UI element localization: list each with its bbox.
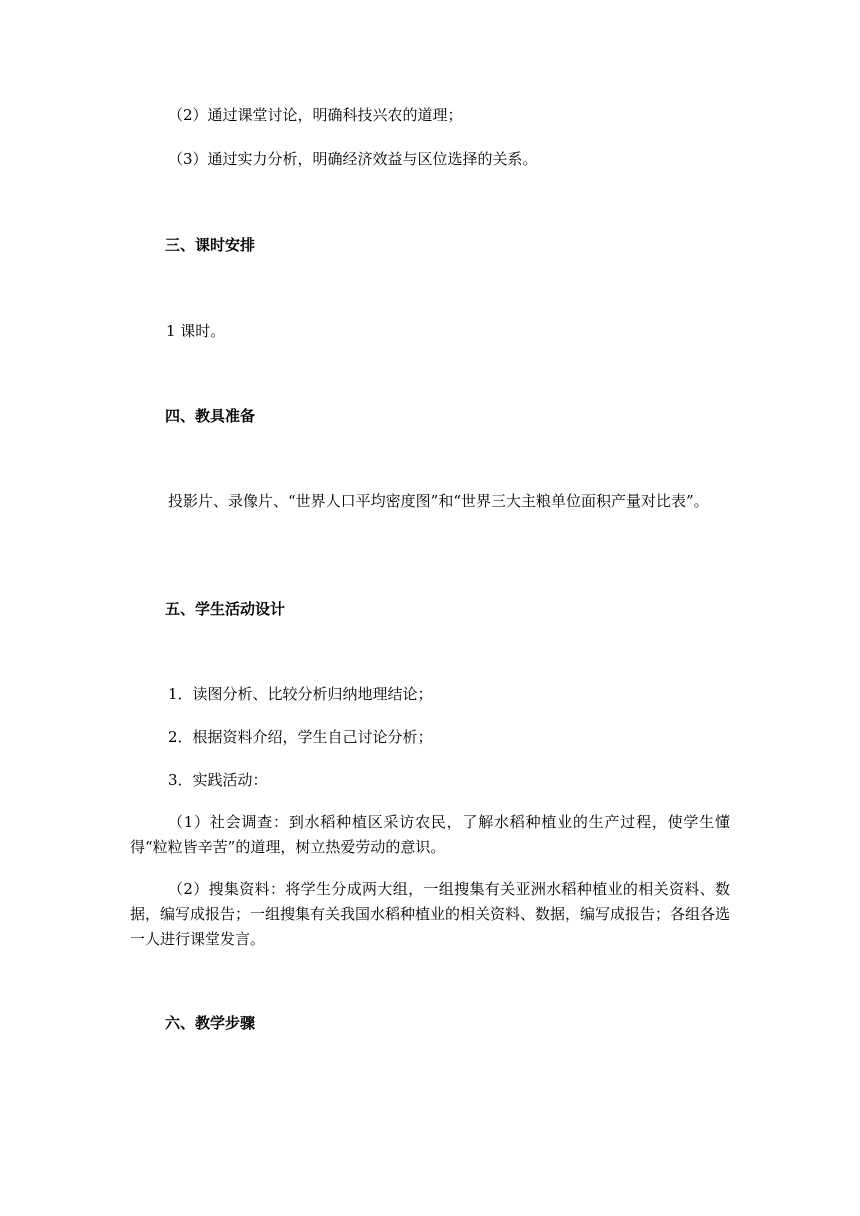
activity-item-3: 3．实践活动： xyxy=(168,771,268,789)
section-heading-teaching-steps: 六、教学步骤 xyxy=(165,1014,256,1032)
schedule-content: 1 课时。 xyxy=(166,322,226,340)
activity-item-1: 1．读图分析、比较分析归纳地理结论； xyxy=(168,685,433,703)
section-heading-teaching-aids: 四、教具准备 xyxy=(165,407,256,425)
section-heading-student-activities: 五、学生活动设计 xyxy=(165,600,286,618)
section-heading-schedule: 三、课时安排 xyxy=(165,236,256,254)
objective-item-2: （2）通过课堂讨论，明确科技兴农的道理； xyxy=(168,106,463,124)
teaching-aids-content: 投影片、录像片、“世界人口平均密度图”和“世界三大主粮单位面积产量对比表”。 xyxy=(168,492,709,510)
activity-sub-item-1: （1）社会调查：到水稻种植区采访农民，了解水稻种植业的生产过程，使学生懂得“粒粒皆辛苦”的道理，树立热爱劳动的意识。 xyxy=(130,813,730,856)
objective-item-3: （3）通过实力分析，明确经济效益与区位选择的关系。 xyxy=(168,150,538,168)
activity-sub-item-2: （2）搜集资料：将学生分成两大组，一组搜集有关亚洲水稻种植业的相关资料、数据，编写成报告；一组搜集有关我国水稻种植业的相关资料、数据，编写成报告；各组各选一人进行课堂发言。 xyxy=(130,880,731,948)
activity-item-2: 2．根据资料介绍，学生自己讨论分析； xyxy=(168,728,433,746)
